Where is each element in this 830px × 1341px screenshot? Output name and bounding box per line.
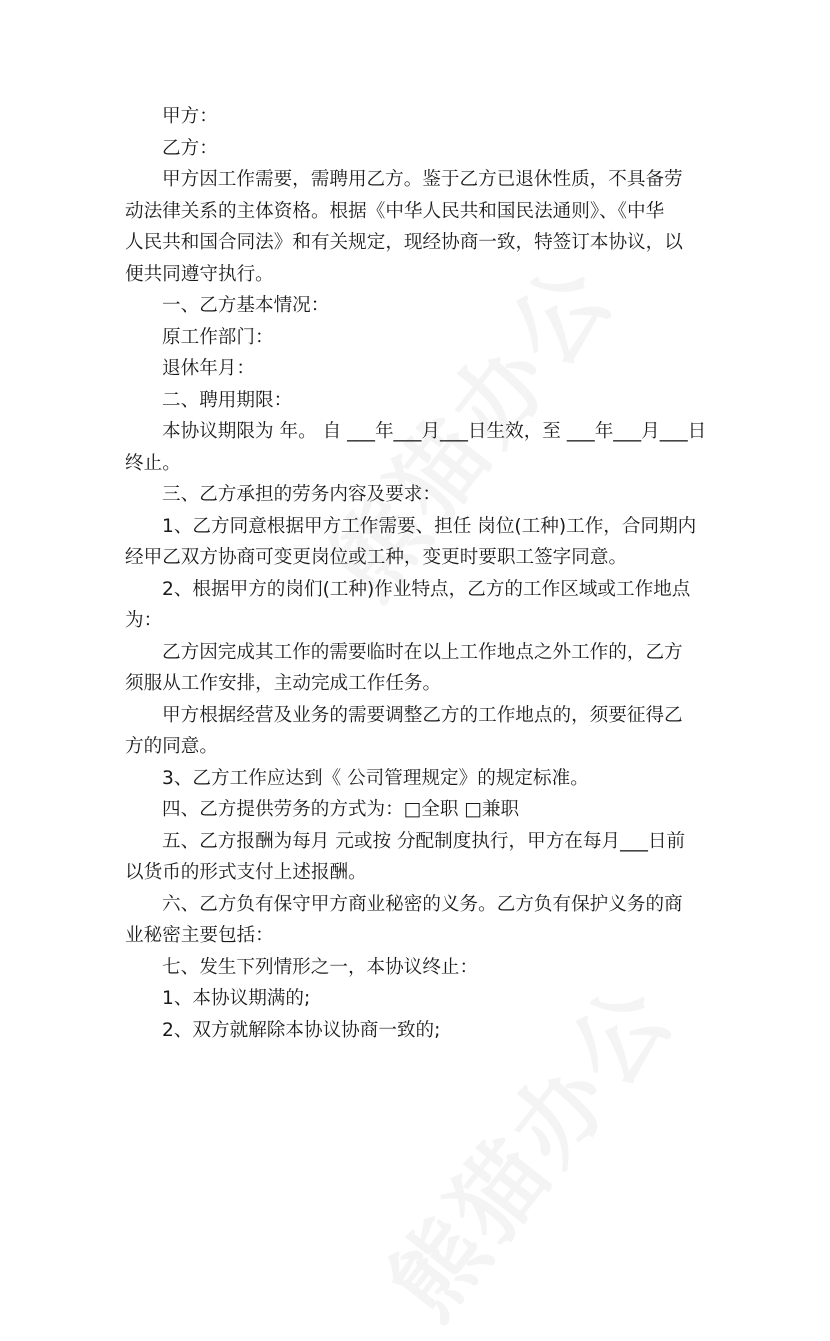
text-line: 须服从工作安排，主动完成工作任务。 [125, 673, 442, 694]
text-line: 2、根据甲方的岗们(工种)作业特点，乙方的工作区域或工作地点 [162, 578, 691, 600]
text-line: 经甲乙双方协商可变更岗位或工种，变更时要职工签字同意。 [125, 547, 628, 568]
text-line: 三、乙方承担的劳务内容及要求： [162, 484, 441, 505]
text-line: 二、聘用期限： [162, 389, 293, 411]
text-line: 乙方： [162, 137, 218, 159]
text-line: 甲方根据经营及业务的需要调整乙方的工作地点的，须要征得乙 [162, 704, 683, 726]
text-line: 甲方： [162, 106, 218, 127]
text-line: 一、乙方基本情况： [162, 295, 330, 316]
text-line: 业秘密主要包括： [125, 925, 274, 946]
text-line: 2、双方就解除本协议协商一致的; [162, 1019, 441, 1041]
text-line: 便共同遵守执行。 [125, 263, 274, 285]
text-line: 六、乙方负有保守甲方商业秘密的义务。乙方负有保护义务的商 [162, 893, 683, 915]
text-line: 五、乙方报酬为每月 元或按 分配制度执行，甲方在每月___日前 [162, 830, 686, 852]
text-line: 终止。 [125, 452, 181, 474]
text-line: 人民共和国合同法》和有关规定，现经协商一致，特签订本协议，以 [125, 232, 683, 253]
text-line: 方的同意。 [125, 736, 218, 757]
text-line: 以货币的形式支付上述报酬。 [125, 862, 367, 883]
text-line: 1、乙方同意根据甲方工作需要、担任 岗位(工种)工作，合同期内 [162, 515, 697, 537]
text-line: 乙方因完成其工作的需要临时在以上工作地点之外工作的，乙方 [162, 641, 683, 663]
text-line: 为： [125, 610, 163, 631]
text-line: 本协议期限为 年。 自 ___年___月___日生效，至 ___年___月___日 [162, 421, 707, 442]
text-line: 甲方因工作需要，需聘用乙方。鉴于乙方已退休性质，不具备劳 [162, 169, 683, 190]
text-line: 原工作部门： [162, 326, 274, 348]
text-line: 退休年月： [162, 358, 255, 379]
text-line: 七、发生下列情形之一，本协议终止： [162, 956, 479, 978]
document-body [125, 101, 710, 1046]
text-line: 动法律关系的主体资格。根据《中华人民共和国民法通则》、《中华 [125, 200, 665, 222]
text-line: 3、乙方工作应达到《 公司管理规定》的规定标准。 [162, 767, 589, 789]
text-line: 1、本协议期满的; [162, 988, 311, 1009]
text-line: 四、乙方提供劳务的方式为：□全职 □兼职 [162, 799, 520, 820]
